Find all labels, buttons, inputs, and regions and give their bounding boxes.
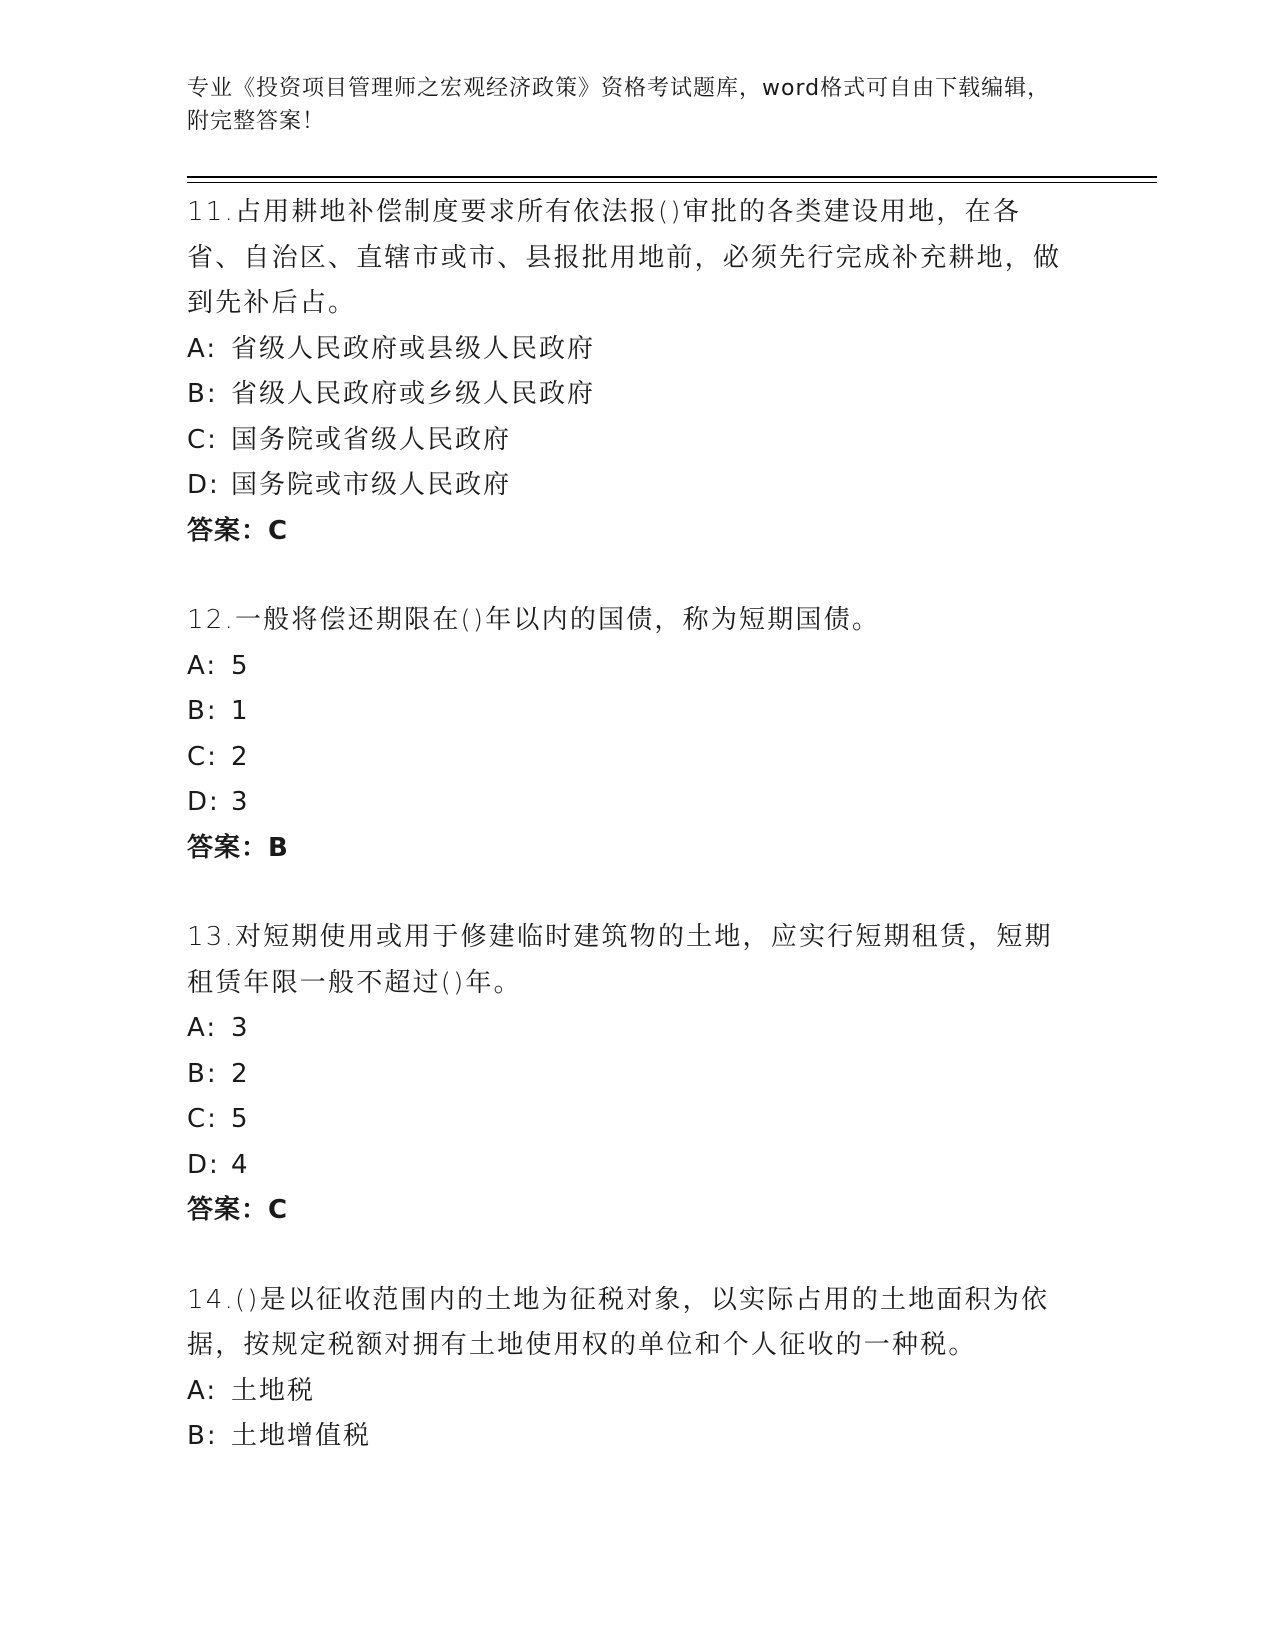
- option-d: [187, 1143, 1077, 1189]
- question-12: [187, 598, 1077, 871]
- option-key: B:: [187, 696, 218, 726]
- option-key: A:: [187, 650, 218, 681]
- option-c: [187, 735, 1077, 781]
- option-b: [187, 689, 1077, 735]
- option-b: [187, 1052, 1077, 1098]
- question-11: [187, 190, 1077, 554]
- question-stem: 14.()是以征收范围内的土地为征税对象，以实际占用的土地面积为依据，按规定税额对拥有土地使用权的单位和个人征收的一种税。: [187, 1284, 1050, 1360]
- answer-label: 答案：C: [187, 1195, 289, 1225]
- option-a: [187, 1369, 1077, 1415]
- option-text: 2: [231, 1058, 250, 1089]
- option-text: 国务院或市级人民政府: [231, 470, 512, 500]
- question-13: [187, 915, 1077, 1234]
- option-c: [187, 418, 1077, 464]
- option-text: 土地税: [231, 1375, 316, 1406]
- option-b: [187, 1414, 1077, 1460]
- option-text: 国务院或省级人民政府: [231, 424, 512, 455]
- option-a: [187, 1006, 1077, 1052]
- option-key: C:: [187, 424, 218, 455]
- option-a: [187, 644, 1077, 690]
- question-stem: 11.占用耕地补偿制度要求所有依法报()审批的各类建设用地，在各省、自治区、直辖市或市、县报批用地前，必须先行完成补充耕地，做到先补后占。: [187, 197, 1062, 318]
- answer-label: 答案：B: [187, 832, 289, 863]
- option-text: 5: [231, 650, 250, 681]
- document-header: 专业《投资项目管理师之宏观经济政策》资格考试题库，word格式可自由下载编辑，附完整答案！: [187, 76, 1051, 134]
- option-key: D:: [187, 470, 220, 500]
- option-text: 省级人民政府或乡级人民政府: [231, 379, 596, 409]
- option-key: B:: [187, 379, 218, 409]
- question-14: [187, 1278, 1077, 1460]
- option-key: B:: [187, 1058, 218, 1089]
- option-key: A:: [187, 333, 218, 364]
- question-list: [187, 190, 1077, 1504]
- option-d: [187, 463, 1077, 509]
- option-a: [187, 327, 1077, 373]
- answer-label: 答案：C: [187, 515, 289, 546]
- option-text: 4: [231, 1149, 250, 1180]
- option-key: A:: [187, 1375, 218, 1406]
- option-key: D:: [187, 1149, 220, 1180]
- option-d: [187, 780, 1077, 826]
- header-divider-thick: [187, 176, 1157, 178]
- option-text: 1: [231, 696, 250, 726]
- option-text: 3: [231, 1013, 250, 1043]
- question-stem: 12.一般将偿还期限在()年以内的国债，称为短期国债。: [187, 605, 881, 635]
- option-key: D:: [187, 787, 220, 817]
- option-key: A:: [187, 1013, 218, 1043]
- option-key: B:: [187, 1421, 218, 1451]
- option-key: C:: [187, 741, 218, 772]
- header-divider-thin: [187, 182, 1157, 183]
- option-key: C:: [187, 1104, 218, 1134]
- option-text: 5: [231, 1104, 250, 1134]
- option-text: 省级人民政府或县级人民政府: [231, 333, 596, 364]
- option-c: [187, 1097, 1077, 1143]
- option-text: 土地增值税: [231, 1421, 372, 1451]
- option-text: 2: [231, 741, 250, 772]
- question-stem: 13.对短期使用或用于修建临时建筑物的土地，应实行短期租赁，短期租赁年限一般不超过()年。: [187, 922, 1053, 998]
- option-b: [187, 372, 1077, 418]
- option-text: 3: [231, 787, 250, 817]
